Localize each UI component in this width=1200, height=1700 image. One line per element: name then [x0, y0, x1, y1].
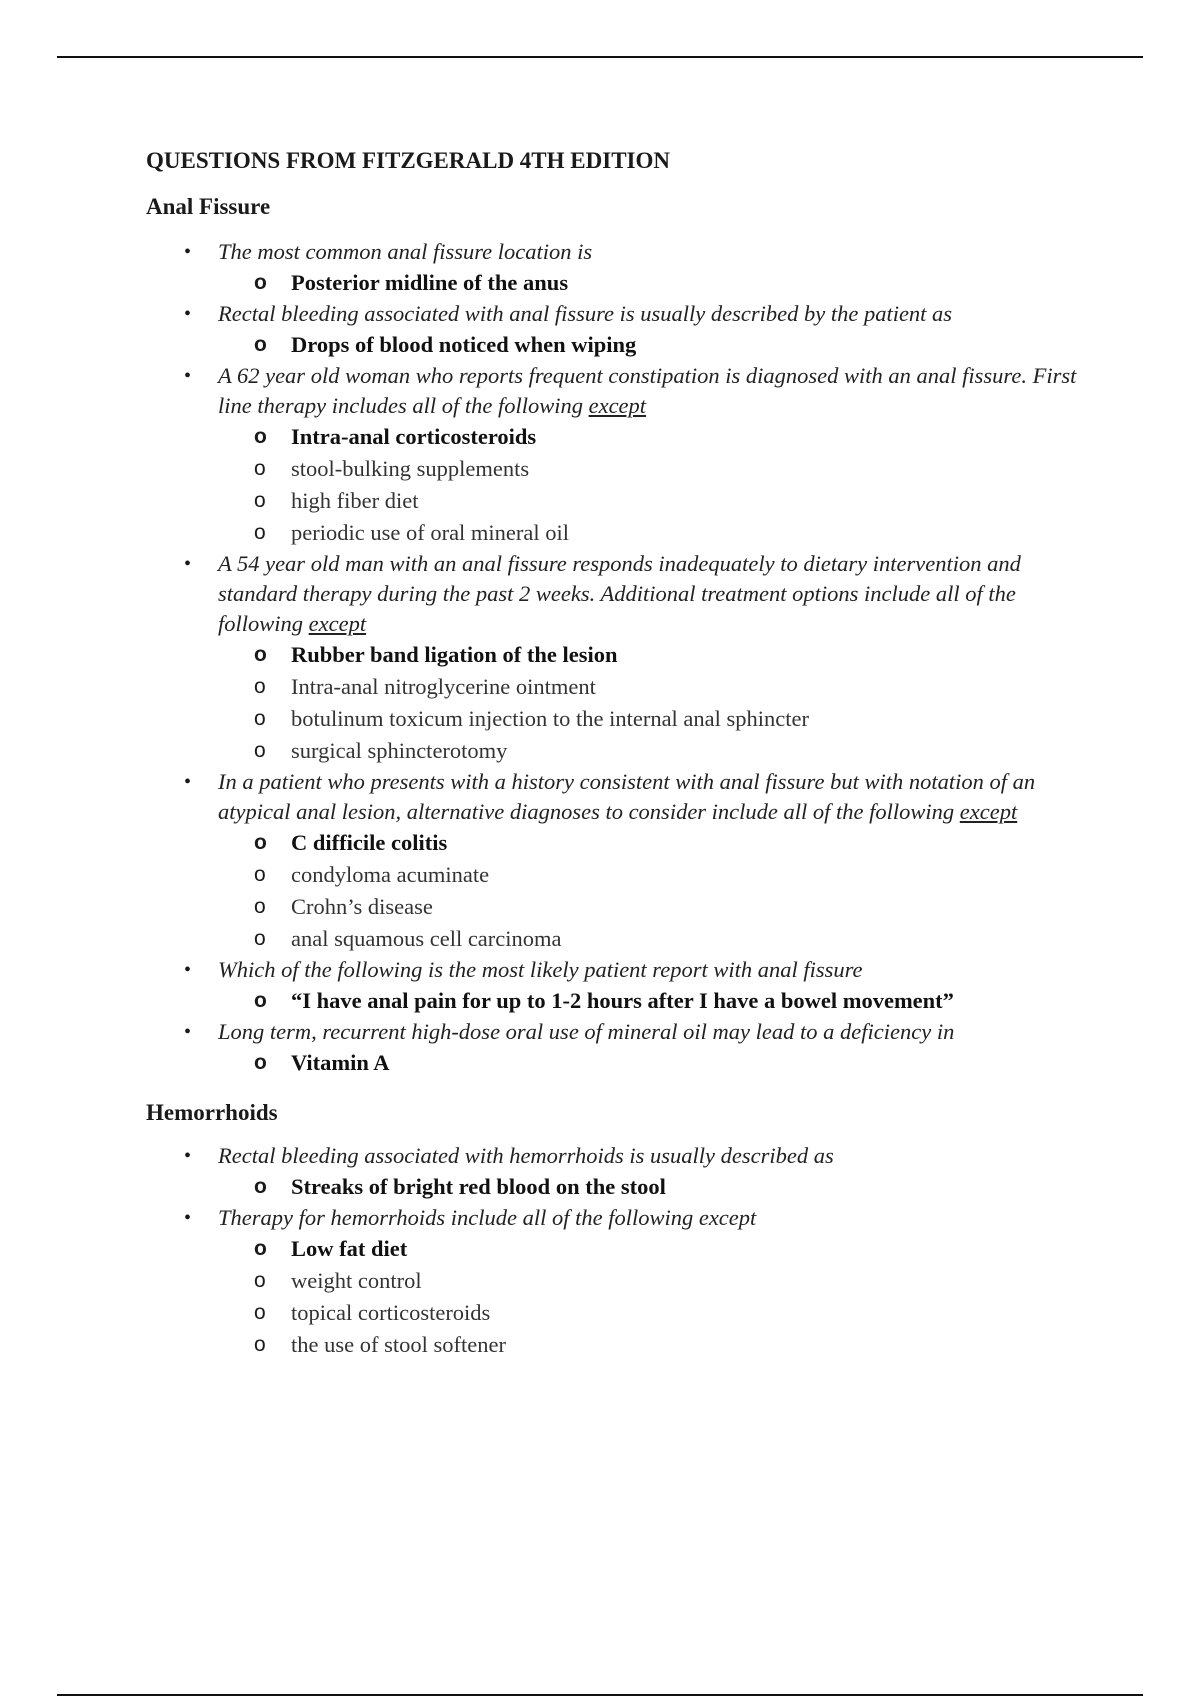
question-text [218, 1017, 1096, 1047]
answer-item [146, 1265, 1096, 1297]
answer-list [218, 1047, 1096, 1079]
question-text-main: A 62 year old woman who reports frequent constipation is diagnosed with an anal fissure. First line therapy includes all of the following [218, 363, 1077, 418]
answer-item-correct [146, 421, 1096, 453]
answer-list [218, 639, 1096, 767]
question-text-emphasis: except [588, 393, 647, 418]
question-text [218, 549, 1096, 639]
answer-bullet: o [254, 457, 266, 480]
answer-item-correct [146, 267, 1096, 299]
answer-item [146, 453, 1096, 485]
answer-bullet: o [254, 1237, 267, 1260]
answer-text: botulinum toxicum injection to the internal anal sphincter [291, 706, 810, 731]
question-bullet: • [184, 1021, 192, 1043]
answer-item [146, 485, 1096, 517]
answer-bullet: o [254, 1333, 266, 1356]
answer-bullet: o [254, 675, 266, 698]
question-text [218, 361, 1096, 421]
answer-item-correct [146, 827, 1096, 859]
question-bullet: • [184, 1207, 192, 1229]
answer-text: periodic use of oral mineral oil [291, 520, 570, 545]
question-text-main: The most common anal fissure location is [218, 239, 593, 264]
answer-item [146, 859, 1096, 891]
answer-list [218, 827, 1096, 955]
answer-item [146, 671, 1096, 703]
question-bullet: • [184, 959, 192, 981]
question-item [146, 237, 1096, 299]
question-text [218, 299, 1096, 329]
answer-bullet: o [254, 895, 266, 918]
answer-bullet: o [254, 1301, 266, 1324]
question-bullet: • [184, 553, 192, 575]
document-title: QUESTIONS FROM FITZGERALD 4TH EDITION [146, 148, 670, 173]
answer-bullet: o [254, 739, 266, 762]
answer-text: high fiber diet [291, 488, 419, 513]
question-text [218, 767, 1096, 827]
question-text-main: Rectal bleeding associated with anal fissure is usually described by the patient as [218, 301, 953, 326]
answer-bullet: o [254, 927, 266, 950]
answer-bullet: o [254, 521, 266, 544]
question-item [146, 361, 1096, 549]
answer-text: anal squamous cell carcinoma [291, 926, 562, 951]
answer-text: the use of stool softener [291, 1332, 506, 1357]
question-text-main: Which of the following is the most likely patient report with anal fissure [218, 957, 863, 982]
question-text [218, 1141, 1096, 1171]
answer-item [146, 517, 1096, 549]
answer-bullet: o [254, 333, 267, 356]
answer-item [146, 1297, 1096, 1329]
answer-list [218, 1233, 1096, 1361]
answer-text: condyloma acuminate [291, 862, 490, 887]
footer-rule [57, 1694, 1143, 1696]
answer-item-correct [146, 1047, 1096, 1079]
answer-bullet: o [254, 1175, 267, 1198]
answer-item [146, 703, 1096, 735]
question-bullet: • [184, 1145, 192, 1167]
question-text-emphasis: except [959, 799, 1018, 824]
answer-text: Low fat diet [291, 1236, 408, 1261]
answer-text: surgical sphincterotomy [291, 738, 508, 763]
question-bullet: • [184, 365, 192, 387]
answer-bullet: o [254, 489, 266, 512]
answer-text: Crohn’s disease [291, 894, 433, 919]
answer-text: Vitamin A [291, 1050, 390, 1075]
answer-bullet: o [254, 643, 267, 666]
question-bullet: • [184, 241, 192, 263]
answer-text: C difficile colitis [291, 830, 448, 855]
question-text [218, 237, 1096, 267]
section-heading-hemorrhoids: Hemorrhoids [146, 1100, 278, 1125]
answer-text: topical corticosteroids [291, 1300, 491, 1325]
answer-bullet: o [254, 831, 267, 854]
answer-text: Rubber band ligation of the lesion [291, 642, 618, 667]
answer-list [218, 1171, 1096, 1203]
question-bullet: • [184, 303, 192, 325]
answer-list [218, 421, 1096, 549]
answer-text: Streaks of bright red blood on the stool [291, 1174, 666, 1199]
question-text-main: Long term, recurrent high-dose oral use of mineral oil may lead to a deficiency in [218, 1019, 955, 1044]
answer-text: weight control [291, 1268, 422, 1293]
answer-item-correct [146, 1233, 1096, 1265]
question-text [218, 1203, 1096, 1233]
answer-bullet: o [254, 707, 266, 730]
answer-item-correct [146, 985, 1096, 1017]
answer-item [146, 735, 1096, 767]
answer-bullet: o [254, 863, 266, 886]
answer-item [146, 891, 1096, 923]
answer-item-correct [146, 1171, 1096, 1203]
answer-list [218, 267, 1096, 299]
question-item [146, 955, 1096, 1017]
answer-item-correct [146, 639, 1096, 671]
question-item [146, 299, 1096, 361]
question-item [146, 767, 1096, 955]
answer-text: Intra-anal corticosteroids [291, 424, 537, 449]
question-text-main: Rectal bleeding associated with hemorrhoids is usually described as [218, 1143, 834, 1168]
question-list-anal-fissure [146, 237, 1096, 1079]
answer-text: stool-bulking supplements [291, 456, 530, 481]
question-item [146, 1017, 1096, 1079]
question-text-main: Therapy for hemorrhoids include all of the following except [218, 1205, 757, 1230]
answer-list [218, 985, 1096, 1017]
answer-bullet: o [254, 1269, 266, 1292]
question-text [218, 955, 1096, 985]
answer-text: Intra-anal nitroglycerine ointment [291, 674, 596, 699]
header-rule [57, 56, 1143, 58]
answer-item [146, 1329, 1096, 1361]
answer-text: “I have anal pain for up to 1-2 hours after I have a bowel movement” [291, 988, 954, 1013]
question-text-main: A 54 year old man with an anal fissure responds inadequately to dietary intervention and standard therapy during the past 2 weeks. Additional treatment options include all of the following [218, 551, 1021, 636]
question-item [146, 1141, 1096, 1203]
answer-list [218, 329, 1096, 361]
answer-bullet: o [254, 425, 267, 448]
section-heading-anal-fissure: Anal Fissure [146, 194, 271, 219]
answer-bullet: o [254, 271, 267, 294]
answer-text: Posterior midline of the anus [291, 270, 569, 295]
answer-bullet: o [254, 989, 267, 1012]
answer-bullet: o [254, 1051, 267, 1074]
answer-item-correct [146, 329, 1096, 361]
document-body [146, 145, 1096, 1361]
question-text-main: In a patient who presents with a history consistent with anal fissure but with notation of an atypical anal lesion, alternative diagnoses to consider include all of the following [218, 769, 1036, 824]
question-item [146, 1203, 1096, 1361]
answer-item [146, 923, 1096, 955]
question-bullet: • [184, 771, 192, 793]
question-text-emphasis: except [308, 611, 367, 636]
answer-text: Drops of blood noticed when wiping [291, 332, 637, 357]
question-item [146, 549, 1096, 767]
question-list-hemorrhoids [146, 1141, 1096, 1361]
